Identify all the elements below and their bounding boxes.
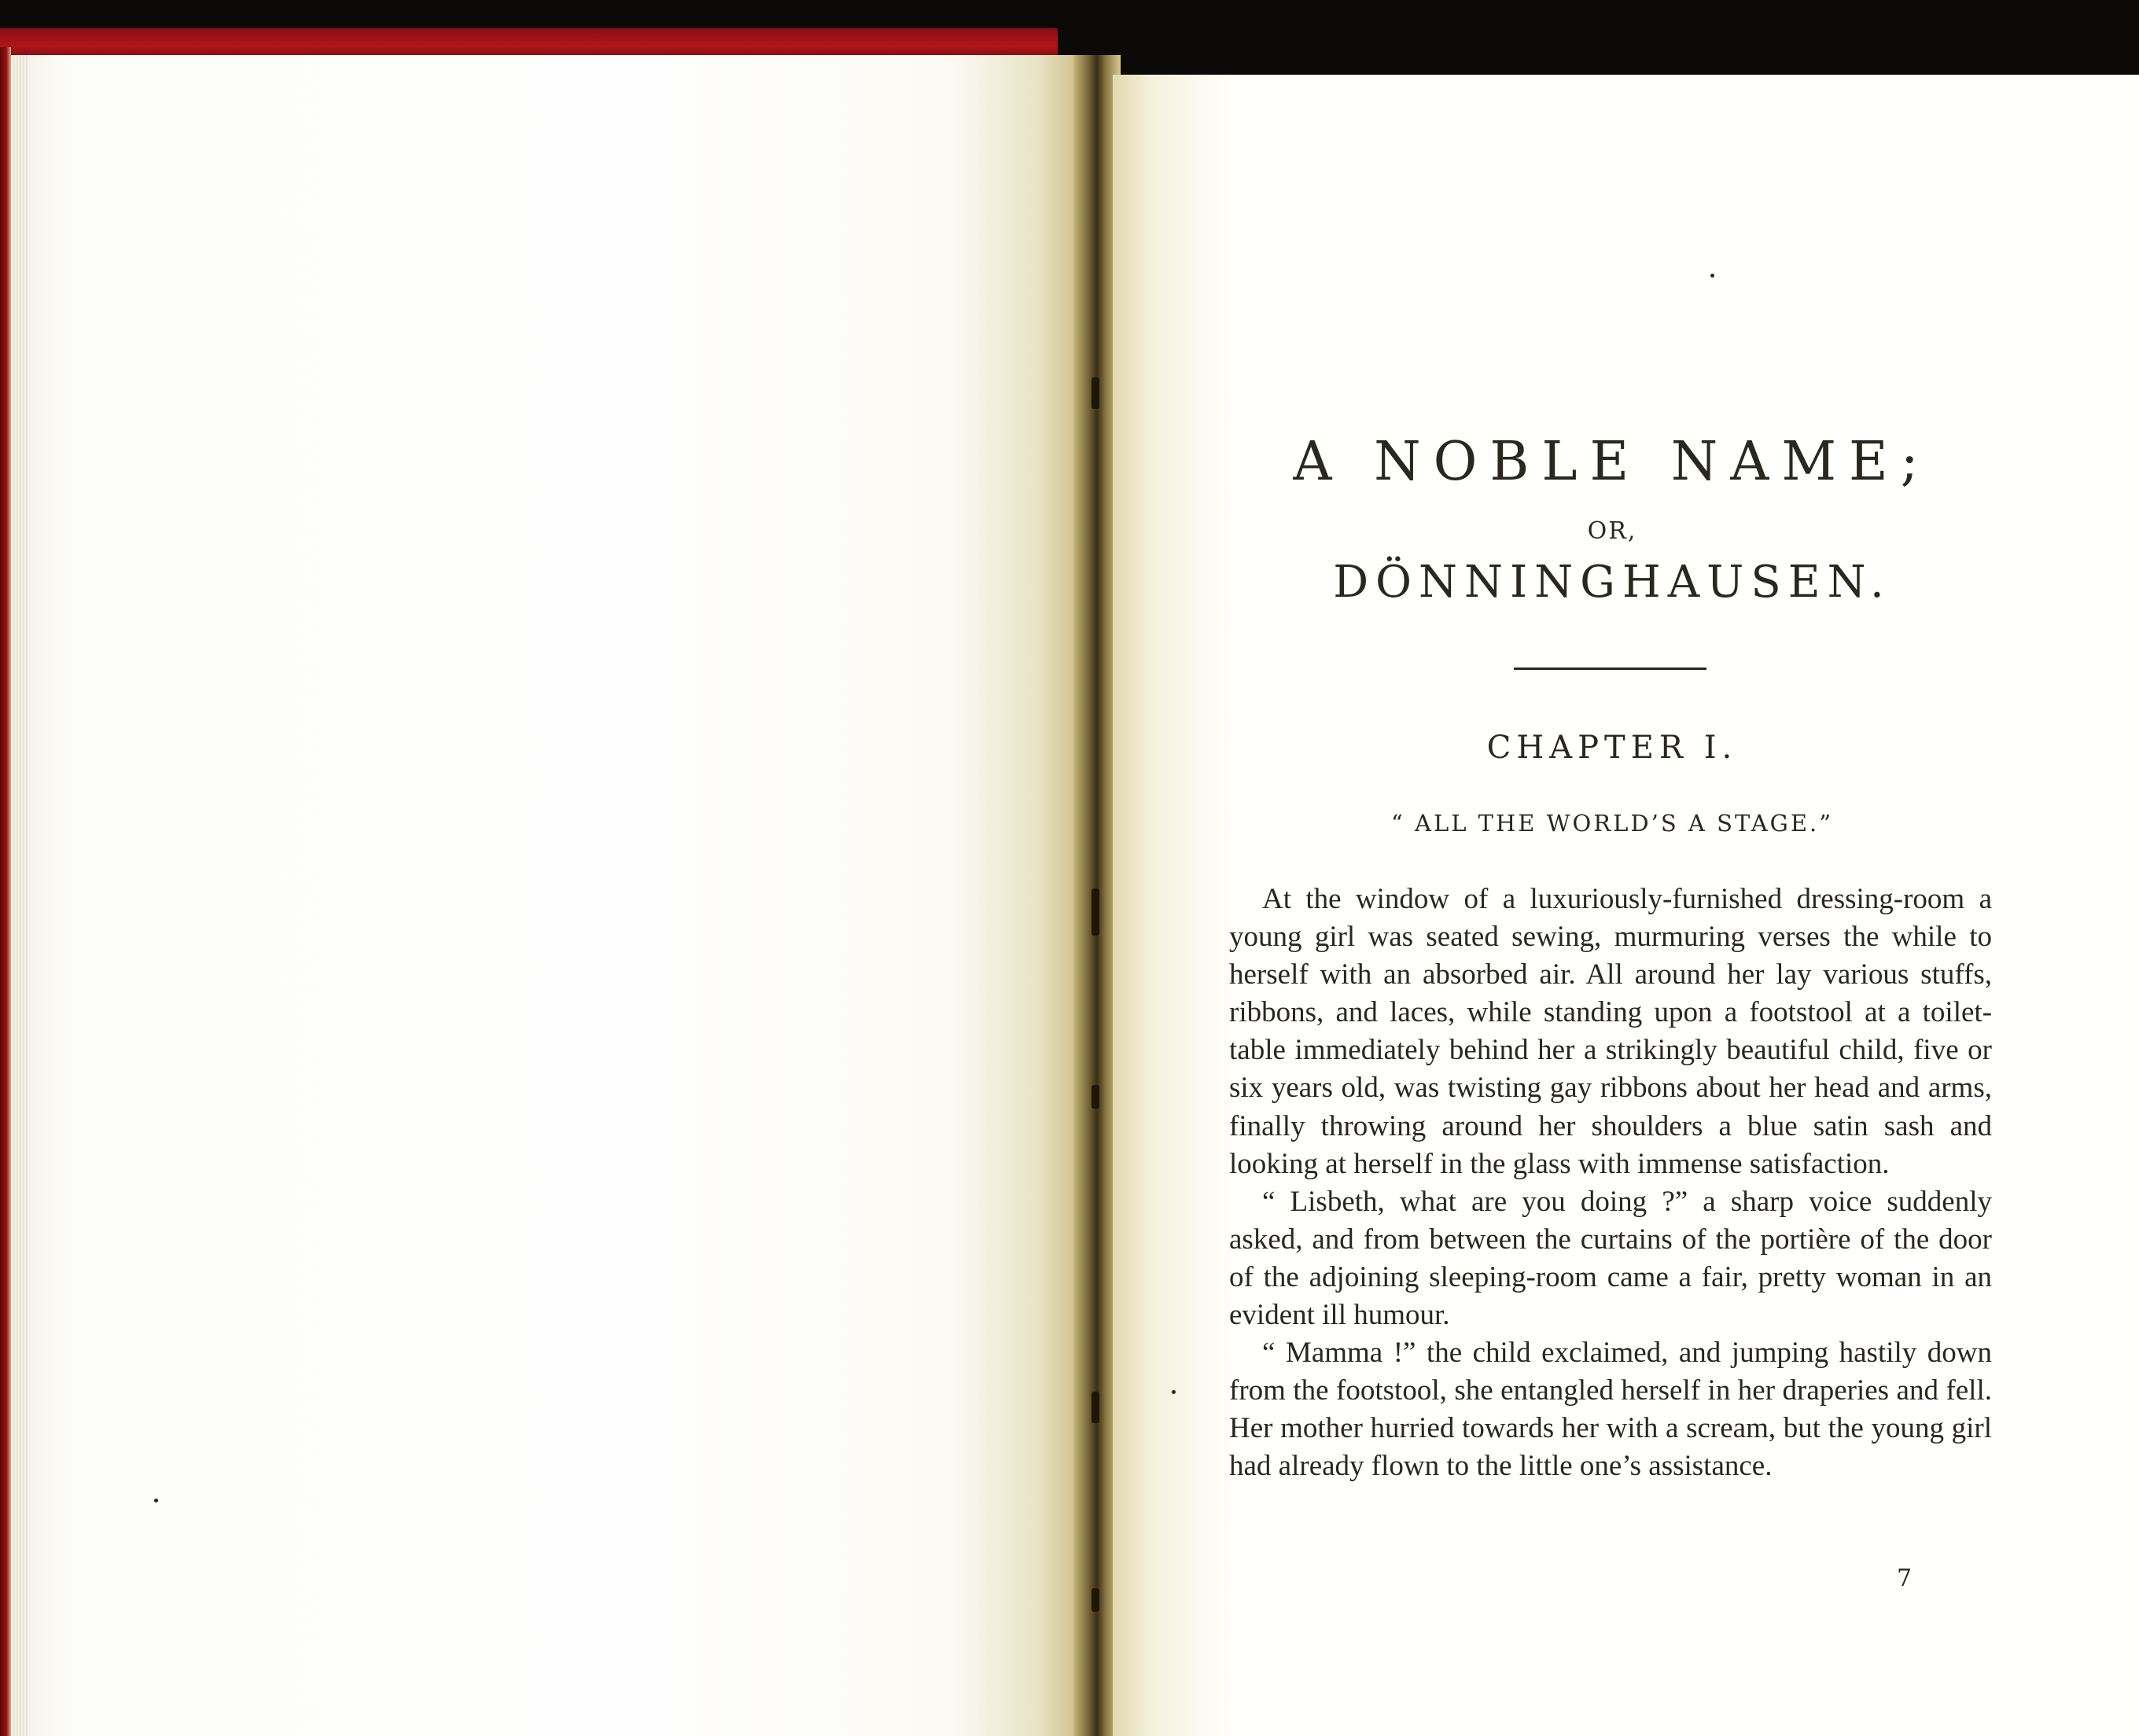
ink-speck xyxy=(1710,274,1714,278)
binding-stitch xyxy=(1092,1392,1099,1423)
book-subtitle: DÖNNINGHAUSEN. xyxy=(1333,557,1891,608)
chapter-epigraph: “ ALL THE WORLD’S A STAGE.” xyxy=(1390,810,1834,837)
ink-speck xyxy=(1172,1390,1176,1394)
page-number: 7 xyxy=(1897,1565,1913,1592)
page-stack-edges xyxy=(11,55,28,1736)
chapter-heading: CHAPTER I. xyxy=(1486,730,1738,766)
red-cover-side xyxy=(0,47,11,1736)
title-or: OR, xyxy=(1587,517,1637,545)
binding-stitch xyxy=(1092,377,1099,409)
paragraph: “ Mamma !” the child exclaimed, and jumping hastily down from the footstool, she entangled herself in her draperies and fell. Her mother hurried towards her with a scream, but the young girl had already flown to the little one’s assistance. xyxy=(1229,1337,1992,1483)
paragraph: “ Lisbeth, what are you doing ?” a sharp voice suddenly asked, and from between the curtains of the portière of the door of the adjoining sleeping-room came a fair, pretty woman in an evident ill humour. xyxy=(1229,1185,1992,1332)
ink-speck xyxy=(154,1499,158,1502)
title-divider xyxy=(1514,668,1706,670)
book-title: A NOBLE NAME; xyxy=(1293,431,1931,493)
binding-stitch xyxy=(1092,1085,1099,1109)
binding-stitch xyxy=(1092,1588,1099,1612)
chapter-body xyxy=(1229,881,1992,1486)
paragraph: At the window of a luxuriously-furnished dressing-room a young girl was seated sewing, murmuring verses the while to herself with an absorbed air. All around her lay various stuffs, ribbons, and laces, while standing upon a footstool at a toilet-table immediately behind her a strikingly beautiful child, five or six years old, was twisting gay ribbons about her head and arms, finally throwing around her shoulders a blue satin sash and looking at herself in the glass with immense satisfaction. xyxy=(1229,883,1992,1180)
left-page-blank xyxy=(11,55,1081,1736)
binding-stitch xyxy=(1092,888,1099,936)
